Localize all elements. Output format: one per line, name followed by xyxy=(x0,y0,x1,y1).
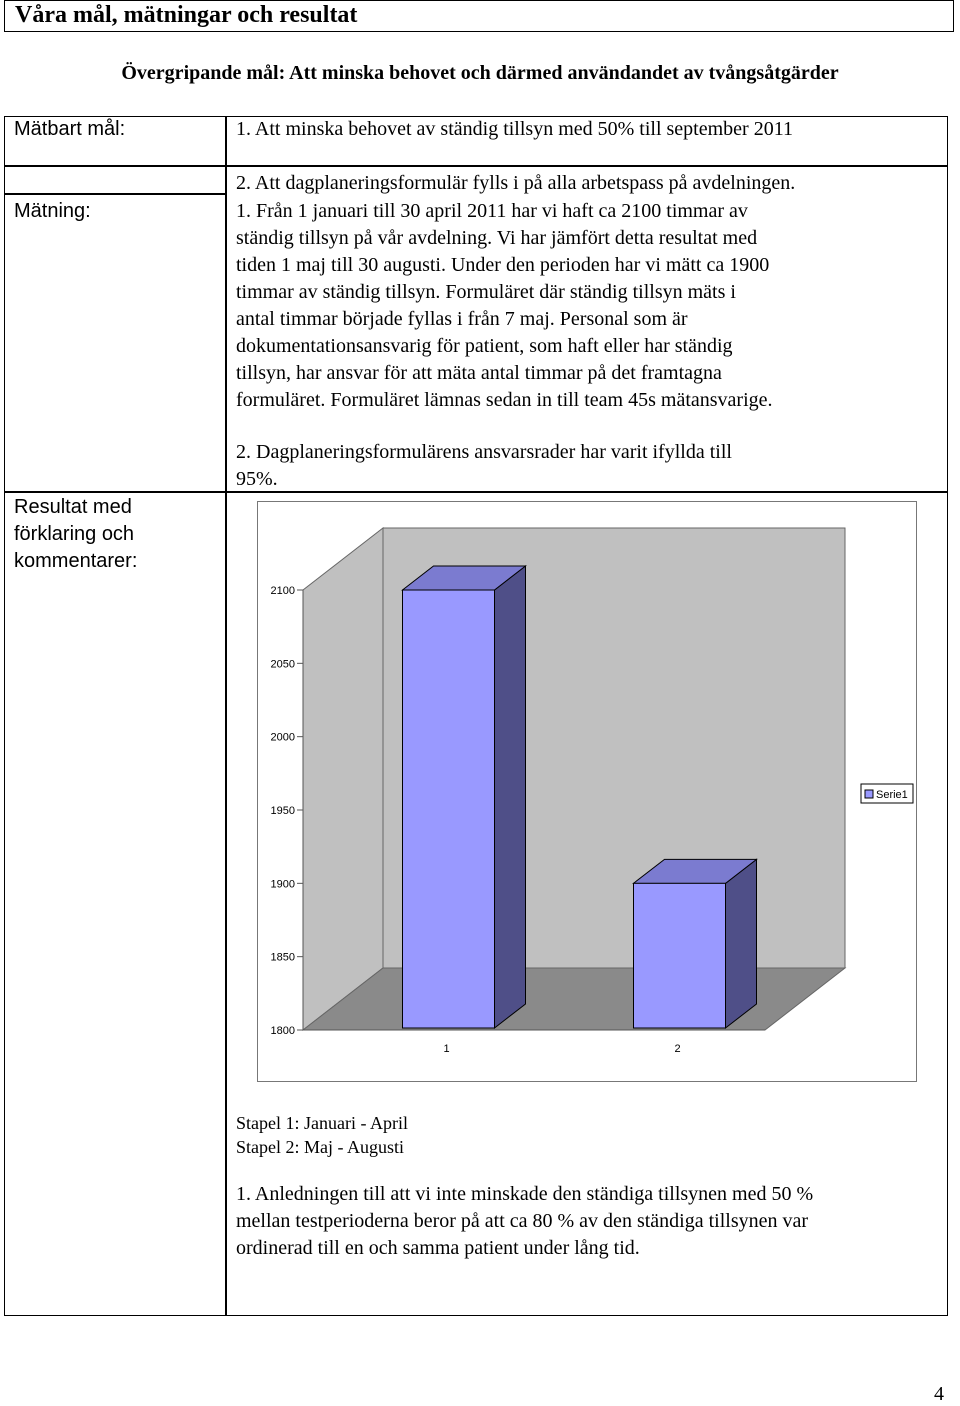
measurement-line: 1. Från 1 januari till 30 april 2011 har vi haft ca 2100 timmar av xyxy=(236,200,748,222)
legend-swatch xyxy=(865,790,873,798)
page-title: Våra mål, mätningar och resultat xyxy=(15,2,358,28)
bar-side xyxy=(726,859,757,1028)
measurement-line: antal timmar började fyllas i från 7 maj. Personal som är xyxy=(236,308,688,330)
column-divider xyxy=(225,116,227,1316)
comment-line: 1. Anledningen till att vi inte minskade den ständiga tillsynen med 50 % xyxy=(236,1183,814,1205)
goal-label: Mätbart mål: xyxy=(14,118,126,140)
page-number: 4 xyxy=(934,1383,944,1405)
measurement-item2-line: 2. Dagplaneringsformulärens ansvarsrader har varit ifyllda till xyxy=(236,441,732,463)
overall-goal: Övergripande mål: Att minska behovet och därmed användandet av tvångsåtgärder xyxy=(121,62,839,84)
measurement-text xyxy=(236,198,936,414)
measurement-line: formuläret. Formuläret lämnas sedan in till team 45s mätansvarige. xyxy=(236,389,773,411)
chart-floor xyxy=(303,968,845,1030)
measurement-item-2 xyxy=(236,439,936,493)
result-label-line: Resultat med xyxy=(14,496,132,518)
result-label-line: förklaring och xyxy=(14,523,135,545)
legend-label: Serie1 xyxy=(876,789,908,801)
bar-side xyxy=(495,566,526,1028)
goal-item-1: 1. Att minska behovet av ständig tillsyn med 50% till september 2011 xyxy=(236,118,793,140)
measurement-line: tiden 1 maj till 30 augusti. Under den perioden har vi mätt ca 1900 xyxy=(236,254,770,276)
y-tick-label: 2100 xyxy=(270,585,295,597)
bar-chart xyxy=(257,501,917,1082)
chart-side-wall xyxy=(303,528,383,1030)
x-tick-label: 1 xyxy=(443,1043,450,1055)
goal-item-2: 2. Att dagplaneringsformulär fylls i på alla arbetspass på avdelningen. xyxy=(236,172,796,194)
row-divider-1 xyxy=(4,165,948,167)
bar xyxy=(403,590,495,1028)
measurement-label: Mätning: xyxy=(14,200,91,222)
y-tick-label: 1800 xyxy=(270,1025,295,1037)
caption-line: Stapel 1: Januari - April xyxy=(236,1113,408,1133)
chart-captions xyxy=(236,1111,936,1159)
comment-line: mellan testperioderna beror på att ca 80 % av den ständiga tillsynen var xyxy=(236,1210,809,1232)
comment-line: ordinerad till en och samma patient under lång tid. xyxy=(236,1237,640,1259)
x-tick-label: 2 xyxy=(674,1043,681,1055)
y-tick-label: 1950 xyxy=(270,805,295,817)
bar xyxy=(634,883,726,1028)
result-comment xyxy=(236,1181,941,1262)
measurement-line: ständig tillsyn på vår avdelning. Vi har jämfört detta resultat med xyxy=(236,227,758,249)
caption-line: Stapel 2: Maj - Augusti xyxy=(236,1137,404,1157)
measurement-line: tillsyn, har ansvar för att mäta antal timmar på det framtagna xyxy=(236,362,722,384)
title-box xyxy=(4,0,954,32)
row-divider-1b xyxy=(4,193,226,195)
measurement-line: timmar av ständig tillsyn. Formuläret där ständig tillsyn mäts i xyxy=(236,281,736,303)
y-tick-label: 1850 xyxy=(270,951,295,964)
result-label-line: kommentarer: xyxy=(14,550,138,572)
measurement-line: dokumentationsansvarig för patient, som haft eller har ständig xyxy=(236,335,733,357)
result-label xyxy=(14,494,137,575)
y-tick-label: 2000 xyxy=(270,731,295,744)
y-tick-label: 1900 xyxy=(270,878,295,891)
measurement-item2-line: 95%. xyxy=(236,468,278,490)
y-tick-label: 2050 xyxy=(270,658,295,671)
